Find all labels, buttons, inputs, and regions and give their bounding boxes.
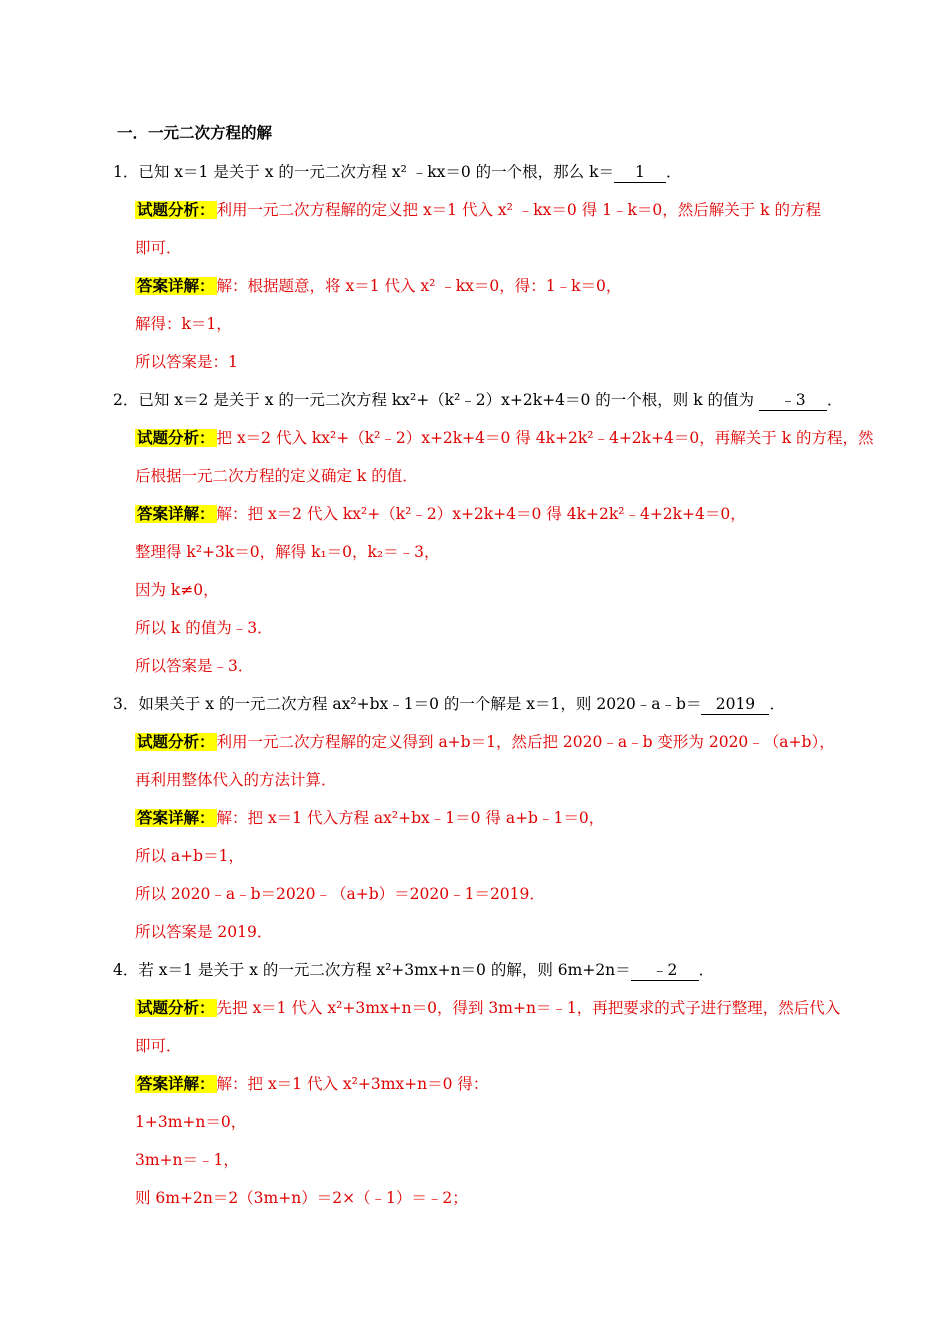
problem-2-solution-line-4: 所以 k 的值为﹣3． bbox=[135, 619, 273, 637]
problem-3-solution bbox=[135, 808, 604, 828]
problem-4-solution-line-4: 则 6m+2n＝2（3m+n）＝2×（﹣1）＝﹣2； bbox=[135, 1189, 468, 1207]
problem-1-question bbox=[113, 162, 681, 183]
problem-2-analysis bbox=[135, 428, 874, 448]
problem-2-solution-line-5: 所以答案是﹣3． bbox=[135, 657, 254, 675]
problem-3-solution-line-4: 所以答案是 2019． bbox=[135, 923, 273, 941]
problem-3-analysis-line-1: 利用一元二次方程解的定义得到 a+b＝1，然后把 2020﹣a﹣b 变形为 2020﹣（a+b）， bbox=[216, 733, 835, 751]
problem-1-analysis bbox=[135, 200, 821, 220]
problem-2-solution-line-1: 解：把 x＝2 代入 kx²+（k²﹣2）x+2k+4＝0 得 4k+2k²﹣4+2k+4＝0， bbox=[216, 505, 746, 523]
problem-1-solution-line-3: 所以答案是：1 bbox=[135, 353, 238, 371]
section-title: 一．一元二次方程的解 bbox=[117, 124, 273, 142]
problem-4-question bbox=[113, 960, 714, 981]
problem-4-solution-line-2: 1+3m+n＝0， bbox=[135, 1113, 247, 1131]
problem-2-question bbox=[113, 390, 842, 411]
problem-3-analysis bbox=[135, 732, 835, 752]
solution-label: 答案详解： bbox=[137, 809, 215, 827]
problem-4-end: ． bbox=[698, 961, 715, 979]
solution-label: 答案详解： bbox=[137, 1075, 215, 1093]
problem-3-answer: 2019 bbox=[701, 694, 769, 715]
problem-3-solution-line-1: 解：把 x＝1 代入方程 ax²+bx﹣1＝0 得 a+b﹣1＝0， bbox=[216, 809, 605, 827]
problem-4-solution-line-1: 解：把 x＝1 代入 x²+3mx+n＝0 得： bbox=[216, 1075, 489, 1093]
problem-1-analysis-line-1: 利用一元二次方程解的定义把 x＝1 代入 x² ﹣kx＝0 得 1﹣k＝0，然后解关于 k 的方程 bbox=[216, 201, 821, 219]
problem-2-solution bbox=[135, 504, 746, 524]
problem-4-analysis bbox=[135, 998, 840, 1018]
problem-3-text: 3．如果关于 x 的一元二次方程 ax²+bx﹣1＝0 的一个解是 x＝1，则 2020﹣a﹣b＝ bbox=[113, 695, 702, 713]
problem-4-solution bbox=[135, 1074, 488, 1094]
problem-1-end: ． bbox=[665, 163, 682, 181]
problem-1-analysis-line-2: 即可． bbox=[135, 239, 182, 257]
problem-3-solution-line-2: 所以 a+b＝1， bbox=[135, 847, 244, 865]
problem-3-solution-line-3: 所以 2020﹣a﹣b＝2020﹣（a+b）＝2020﹣1＝2019． bbox=[135, 885, 545, 903]
problem-4-analysis-line-1: 先把 x＝1 代入 x²+3mx+n＝0，得到 3m+n＝﹣1，再把要求的式子进行整理，然后代入 bbox=[216, 999, 841, 1017]
problem-3-question bbox=[113, 694, 785, 715]
analysis-label: 试题分析： bbox=[137, 429, 215, 447]
problem-1-solution-line-2: 解得：k＝1， bbox=[135, 315, 232, 333]
problem-1-answer: 1 bbox=[614, 162, 666, 183]
problem-4-solution-line-3: 3m+n＝﹣1， bbox=[135, 1151, 239, 1169]
problem-4-text: 4．若 x＝1 是关于 x 的一元二次方程 x²+3mx+n＝0 的解，则 6m+2n＝ bbox=[113, 961, 631, 979]
analysis-label: 试题分析： bbox=[137, 999, 215, 1017]
problem-2-end: ． bbox=[826, 391, 843, 409]
solution-label: 答案详解： bbox=[137, 277, 215, 295]
problem-1-solution-line-1: 解：根据题意，将 x＝1 代入 x² ﹣kx＝0，得：1﹣k＝0， bbox=[216, 277, 622, 295]
problem-4-answer: ﹣2 bbox=[631, 960, 699, 981]
problem-1-solution bbox=[135, 276, 621, 296]
problem-3-analysis-line-2: 再利用整体代入的方法计算． bbox=[135, 771, 337, 789]
problem-3-end: ． bbox=[769, 695, 785, 713]
problem-2-solution-line-2: 整理得 k²+3k＝0，解得 k₁＝0，k₂＝﹣3， bbox=[135, 543, 440, 561]
analysis-label: 试题分析： bbox=[137, 733, 215, 751]
problem-2-analysis-line-2: 后根据一元二次方程的定义确定 k 的值． bbox=[135, 467, 418, 485]
problem-1-text: 1．已知 x＝1 是关于 x 的一元二次方程 x² ﹣kx＝0 的一个根，那么 k＝ bbox=[113, 163, 614, 181]
problem-2-solution-line-3: 因为 k≠0， bbox=[135, 581, 219, 599]
solution-label: 答案详解： bbox=[137, 505, 215, 523]
problem-2-text: 2．已知 x＝2 是关于 x 的一元二次方程 kx²+（k²﹣2）x+2k+4＝0 的一个根，则 k 的值为 bbox=[113, 391, 755, 409]
analysis-label: 试题分析： bbox=[137, 201, 215, 219]
problem-4-analysis-line-2: 即可． bbox=[135, 1037, 182, 1055]
problem-2-analysis-line-1: 把 x＝2 代入 kx²+（k²﹣2）x+2k+4＝0 得 4k+2k²﹣4+2k+4＝0，再解关于 k 的方程，然 bbox=[216, 429, 874, 447]
problem-2-answer: ﹣3 bbox=[759, 390, 827, 411]
